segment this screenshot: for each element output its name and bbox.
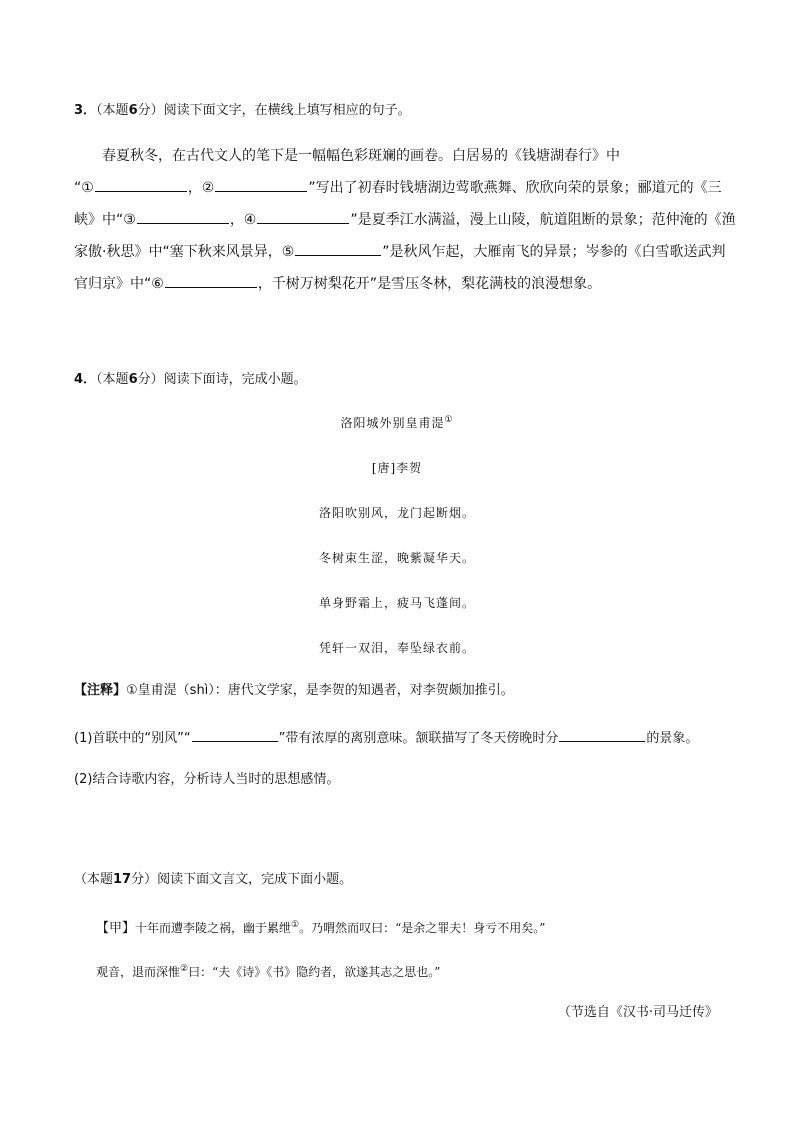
answer-blank[interactable] bbox=[95, 176, 187, 192]
score-open: （本题 bbox=[96, 372, 129, 387]
annotation-label: 【注释】 bbox=[74, 683, 127, 698]
answer-blank[interactable] bbox=[137, 208, 229, 224]
annotation-text: ①皇甫湜（shì）：唐代文学家，是李贺的知遇者，对李贺颇加推引。 bbox=[126, 683, 514, 698]
answer-blank[interactable] bbox=[257, 208, 349, 224]
passage-line: 春夏秋冬，在古代文人的笔下是一幅幅色彩斑斓的画卷。白居易的《钱塘湖春行》中 bbox=[102, 148, 620, 164]
poem-annotation bbox=[74, 681, 514, 701]
poem-line: 凭轩一双泪，奉坠绿衣前。 bbox=[318, 641, 475, 655]
passage-line: 家傲·秋思》中“塞下秋来风景异，⑤ ”是秋风乍起，大雁南飞的异景；岑参的《白雪歌送武判 bbox=[74, 236, 724, 268]
score-close: 分） bbox=[137, 103, 164, 118]
poem-line: 冬树束生涩，晚紫凝华天。 bbox=[318, 551, 475, 565]
question-instruction: 阅读下面诗，完成小题。 bbox=[163, 372, 307, 387]
poem-line: 单身野霜上，疲马飞蓬间。 bbox=[318, 596, 475, 610]
subquestion-1: (1)首联中的“别风”“ ”带有浓厚的离别意味。颔联描写了冬天傍晚时分 的景象。 bbox=[74, 726, 698, 749]
score-value: 17 bbox=[113, 872, 132, 887]
poem-author: [唐]李贺 bbox=[371, 461, 423, 475]
passage-line: “① ，② ”写出了初春时钱塘湖边莺歌燕舞、欣欣向荣的景象；郦道元的《三 bbox=[74, 172, 724, 204]
classical-text-line: 【甲】十年而遭李陵之祸，幽于累绁①。乃喟然而叹曰：“是余之罪夫！身亏不用矣。” bbox=[96, 920, 546, 936]
footnote-mark: ① bbox=[444, 415, 454, 425]
footnote-mark: ① bbox=[291, 920, 300, 930]
question-4-header bbox=[74, 370, 307, 390]
passage-line: 峡》中“③ ，④ ”是夏季江水满溢，漫上山陵，航道阻断的景象；范仲淹的《渔 bbox=[74, 204, 724, 236]
score-close: 分） bbox=[131, 872, 158, 887]
score-value: 6 bbox=[128, 103, 138, 118]
score-close: 分） bbox=[137, 372, 164, 387]
classical-text-line: 观音，退而深惟②曰：“夫《诗》《书》隐约者，欲遂其志之思也。” bbox=[96, 964, 441, 979]
question-number: 3． bbox=[74, 103, 97, 118]
answer-blank[interactable] bbox=[192, 726, 278, 742]
question-instruction: 阅读下面文字，在横线上填写相应的句子。 bbox=[163, 103, 411, 118]
question-instruction: 阅读下面文言文，完成下面小题。 bbox=[157, 872, 353, 887]
answer-blank[interactable] bbox=[215, 176, 307, 192]
poem-line: 洛阳吹别风，龙门起断烟。 bbox=[318, 506, 475, 520]
answer-blank[interactable] bbox=[559, 726, 645, 742]
question-3-passage bbox=[74, 140, 736, 300]
score-value: 6 bbox=[128, 372, 138, 387]
answer-blank[interactable] bbox=[165, 272, 257, 288]
score-open: （本题 bbox=[74, 872, 114, 887]
poem-title: 洛阳城外别皇甫湜① bbox=[340, 415, 454, 430]
question-3-header bbox=[74, 101, 411, 121]
passage-tag: 【甲】 bbox=[96, 921, 136, 936]
subquestion-2: (2)结合诗歌内容，分析诗人当时的思想感情。 bbox=[74, 772, 340, 787]
source-citation: （节选自《汉书·司马迁传》 bbox=[557, 1005, 718, 1020]
passage-line: 官归京》中“⑥ ，千树万树梨花开”是雪压冬林，梨花满枝的浪漫想象。 bbox=[74, 268, 724, 300]
score-open: （本题 bbox=[96, 103, 129, 118]
footnote-mark: ② bbox=[180, 964, 189, 974]
answer-blank[interactable] bbox=[295, 240, 381, 256]
question-number: 4． bbox=[74, 372, 97, 387]
question-5-header bbox=[74, 870, 352, 890]
